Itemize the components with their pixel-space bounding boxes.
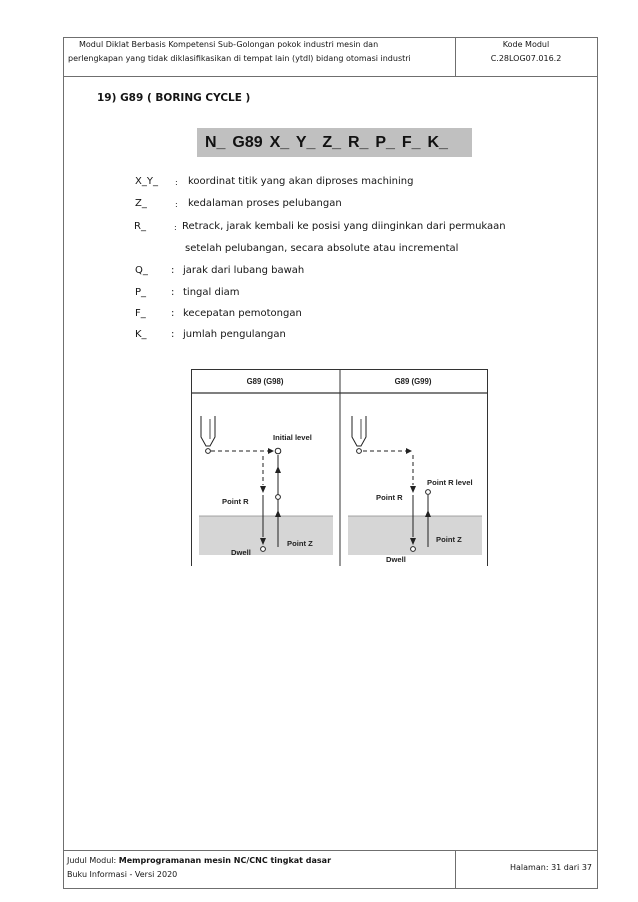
label-initial-level: Initial level <box>273 433 312 442</box>
footer-module-prefix: Judul Modul: <box>67 856 119 865</box>
figure-title-g99: G89 (G99) <box>394 377 432 386</box>
arrow-up-icon <box>425 510 431 517</box>
def-separator: : <box>171 265 175 276</box>
arrow-down-icon <box>260 486 266 493</box>
page-number: Halaman: 31 dari 37 <box>510 863 592 872</box>
def-term: P_ <box>135 287 147 298</box>
def-description: Retrack, jarak kembali ke posisi yang diinginkan dari permukaan <box>182 221 506 232</box>
arrow-up-icon <box>275 510 281 517</box>
def-description: kecepatan pemotongan <box>183 308 302 319</box>
arrow-right-icon <box>268 448 274 454</box>
header-title-line1: Modul Diklat Berbasis Kompetensi Sub-Golongan pokok industri mesin dan <box>79 40 379 49</box>
def-separator: : <box>175 178 178 187</box>
point-r-marker <box>276 495 281 500</box>
label-dwell: Dwell <box>386 555 406 564</box>
start-point-marker <box>206 449 211 454</box>
format-syntax: N_ G89 X_ Y_ Z_ R_ P_ F_ K_ <box>205 134 448 151</box>
def-separator: : <box>171 308 175 319</box>
tool-icon <box>201 416 215 446</box>
label-point-z: Point Z <box>436 535 462 544</box>
label-point-z: Point Z <box>287 539 313 548</box>
def-separator: : <box>175 200 178 209</box>
def-term: K_ <box>135 329 147 340</box>
tool-icon <box>352 416 366 446</box>
def-description: jumlah pengulangan <box>183 329 286 340</box>
arrow-up-icon <box>275 466 281 473</box>
label-point-r-level: Point R level <box>427 478 473 487</box>
def-description: tingal diam <box>183 287 240 298</box>
module-code-label: Kode Modul <box>502 40 550 49</box>
point-r-level-marker <box>426 490 431 495</box>
workpiece-area <box>199 516 333 555</box>
boring-cycle-figure <box>191 369 488 566</box>
dwell-marker <box>411 547 416 552</box>
def-description-continued: setelah pelubangan, secara absolute atau incremental <box>185 243 459 254</box>
footer-module-name: Memprogramanan mesin NC/CNC tingkat dasar <box>118 856 332 865</box>
footer-divider <box>63 850 597 851</box>
def-separator: : <box>174 223 177 232</box>
def-term: X_Y_ <box>135 176 158 187</box>
def-separator: : <box>171 329 175 340</box>
arrow-down-icon <box>410 486 416 493</box>
figure-title-g98: G89 (G98) <box>246 377 284 386</box>
header-divider <box>63 76 597 77</box>
dwell-marker <box>261 547 266 552</box>
label-point-r: Point R <box>222 497 249 506</box>
format-box <box>197 128 472 157</box>
footer-module-title <box>67 854 331 868</box>
def-term: R_ <box>134 221 146 232</box>
def-term: Q_ <box>135 265 148 276</box>
footer-book-info: Buku Informasi - Versi 2020 <box>67 870 178 879</box>
arrow-right-icon <box>406 448 412 454</box>
start-point-marker <box>357 449 362 454</box>
def-description: jarak dari lubang bawah <box>183 265 305 276</box>
def-separator: : <box>171 287 175 298</box>
section-heading: 19) G89 ( BORING CYCLE ) <box>97 92 251 104</box>
def-term: Z_ <box>135 198 147 209</box>
def-term: F_ <box>135 308 146 319</box>
def-description: kedalaman proses pelubangan <box>188 198 342 209</box>
module-code-value: C.28LOG07.016.2 <box>490 54 562 63</box>
initial-level-marker <box>275 448 281 454</box>
label-dwell: Dwell <box>231 548 251 557</box>
label-point-r: Point R <box>376 493 403 502</box>
def-description: koordinat titik yang akan diproses machining <box>188 176 414 187</box>
header-title-line2: perlengkapan yang tidak diklasifikasikan di tempat lain (ytdl) bidang otomasi industri <box>68 54 411 63</box>
